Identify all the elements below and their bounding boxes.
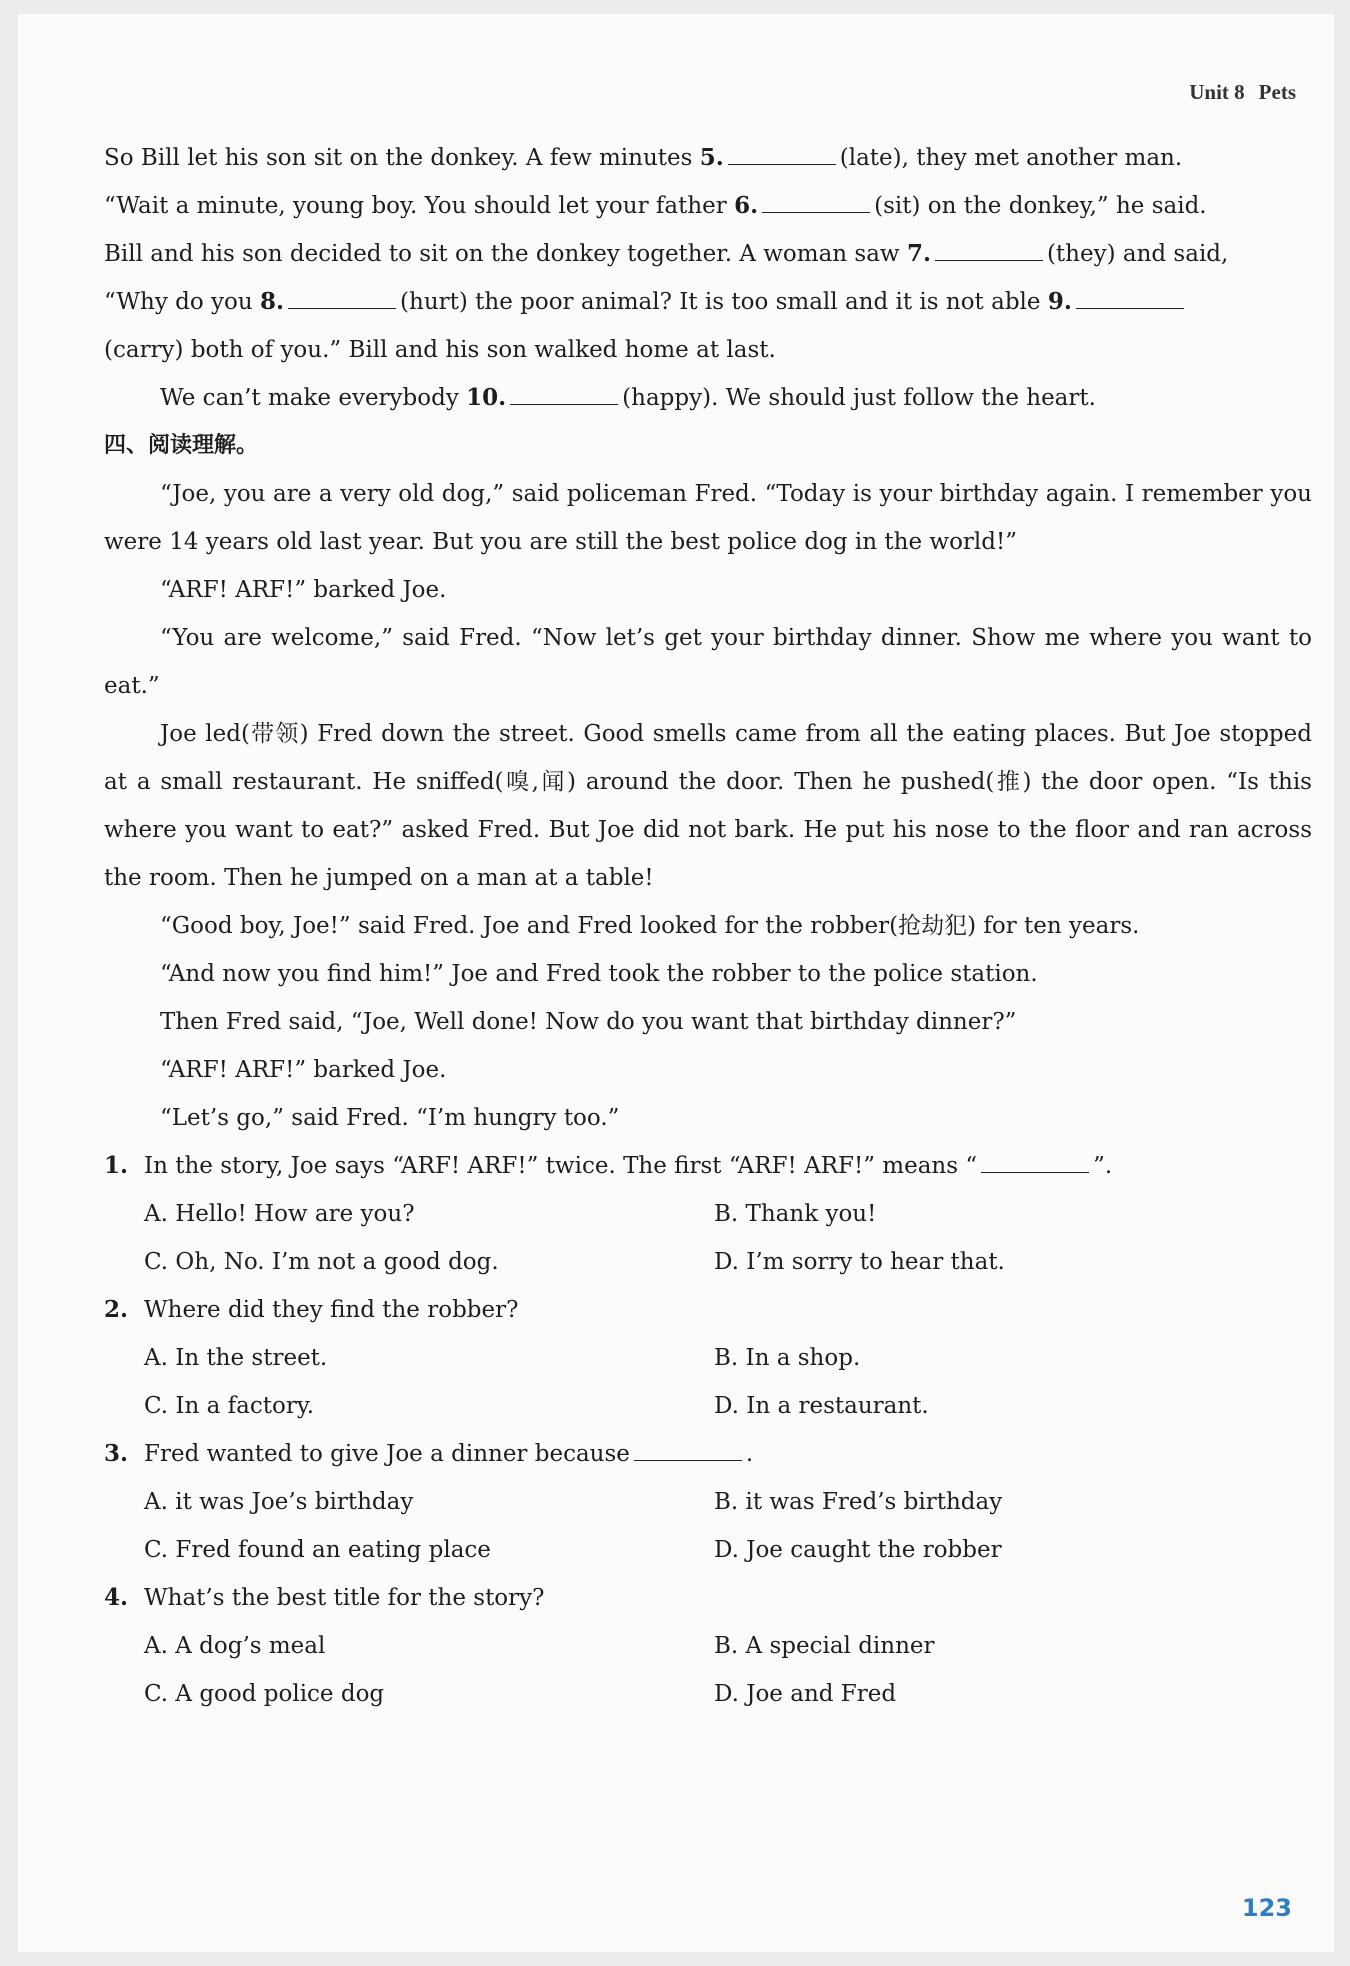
unit-label: Unit 8 [1189,80,1245,104]
blank-number-5: 5. [699,144,724,171]
blank-9[interactable] [1076,280,1184,309]
option-c[interactable]: C. A good police dog [144,1681,385,1707]
cloze-line: (carry) both of you.” Bill and his son walked home at last. [104,337,776,363]
option-a[interactable]: A. Hello! How are you? [144,1201,415,1227]
question-stem: 1. In the story, Joe says “ARF! ARF!” twice. The first “ARF! ARF!” means “ ”. [104,1142,1312,1190]
question-number: 3. [104,1440,129,1467]
passage-paragraph: “ARF! ARF!” barked Joe. [160,1057,447,1083]
cloze-line: Bill and his son decided to sit on the donkey together. A woman saw 7. (they) and said, [104,230,1312,278]
passage-paragraph: “Let’s go,” said Fred. “I’m hungry too.” [160,1105,620,1131]
option-b[interactable]: B. it was Fred’s birthday [714,1489,1003,1515]
option-b[interactable]: B. Thank you! [714,1201,877,1227]
cloze-line: We can’t make everybody 10. (happy). We should just follow the heart. [104,374,1312,422]
blank-10[interactable] [510,376,618,405]
option-d[interactable]: D. I’m sorry to hear that. [714,1249,1005,1275]
cloze-line: “Wait a minute, young boy. You should let your father 6. (sit) on the donkey,” he said. [104,182,1312,230]
passage-paragraph: “You are welcome,” said Fred. “Now let’s get your birthday dinner. Show me where you want to eat.” [104,625,1312,699]
option-b[interactable]: B. In a shop. [714,1345,861,1371]
question-4 [104,1574,1312,1718]
passage-paragraph: “Joe, you are a very old dog,” said policeman Fred. “Today is your birthday again. I remember you were 14 years old last year. But you are still the best police dog in the world!” [104,481,1312,555]
page [18,14,1334,1952]
answer-blank[interactable] [981,1144,1089,1173]
question-stem: 2. Where did they find the robber? [104,1286,1312,1334]
running-header [1189,80,1296,105]
blank-5[interactable] [728,136,836,165]
blank-number-8: 8. [260,288,285,315]
option-a[interactable]: A. it was Joe’s birthday [144,1489,414,1515]
passage-paragraph: “Good boy, Joe!” said Fred. Joe and Fred looked for the robber(抢劫犯) for ten years. [160,913,1140,939]
passage-paragraph: Then Fred said, “Joe, Well done! Now do you want that birthday dinner?” [160,1009,1017,1035]
option-c[interactable]: C. Oh, No. I’m not a good dog. [144,1249,499,1275]
option-c[interactable]: C. In a factory. [144,1393,315,1419]
passage-paragraph: “ARF! ARF!” barked Joe. [160,577,447,603]
option-a[interactable]: A. In the street. [144,1345,328,1371]
section-title: 四、阅读理解。 [104,433,259,458]
blank-number-7: 7. [906,240,931,267]
blank-number-6: 6. [734,192,759,219]
option-c[interactable]: C. Fred found an eating place [144,1537,491,1563]
option-d[interactable]: D. Joe caught the robber [714,1537,1002,1563]
question-number: 1. [104,1152,129,1179]
passage-paragraph: Joe led(带领) Fred down the street. Good smells came from all the eating places. But Joe stopped at a small restaurant. He sniffed(嗅,闻) around the door. Then he pushed(推) the door open. “Is this where you want to eat?” asked Fred. But Joe did not bark. He put his nose to the floor and ran across the room. Then he jumped on a man at a table! [104,721,1312,891]
passage-paragraph: “And now you find him!” Joe and Fred took the robber to the police station. [160,961,1038,987]
blank-number-9: 9. [1047,288,1072,315]
option-b[interactable]: B. A special dinner [714,1633,935,1659]
blank-6[interactable] [762,184,870,213]
option-d[interactable]: D. Joe and Fred [714,1681,897,1707]
question-stem: 4. What’s the best title for the story? [104,1574,1312,1622]
unit-topic: Pets [1258,80,1296,104]
question-1 [104,1142,1312,1286]
question-2 [104,1286,1312,1430]
cloze-line: So Bill let his son sit on the donkey. A few minutes 5. (late), they met another man. [104,134,1312,182]
blank-7[interactable] [935,232,1043,261]
question-stem: 3. Fred wanted to give Joe a dinner because . [104,1430,1312,1478]
question-3 [104,1430,1312,1574]
question-number: 2. [104,1296,129,1323]
blank-8[interactable] [288,280,396,309]
question-number: 4. [104,1584,129,1611]
page-content [104,134,1312,1718]
cloze-line: “Why do you 8. (hurt) the poor animal? It is too small and it is not able 9. [104,278,1312,326]
option-d[interactable]: D. In a restaurant. [714,1393,929,1419]
page-number: 123 [1241,1894,1292,1922]
blank-number-10: 10. [466,384,507,411]
answer-blank[interactable] [634,1432,742,1461]
option-a[interactable]: A. A dog’s meal [144,1633,326,1659]
